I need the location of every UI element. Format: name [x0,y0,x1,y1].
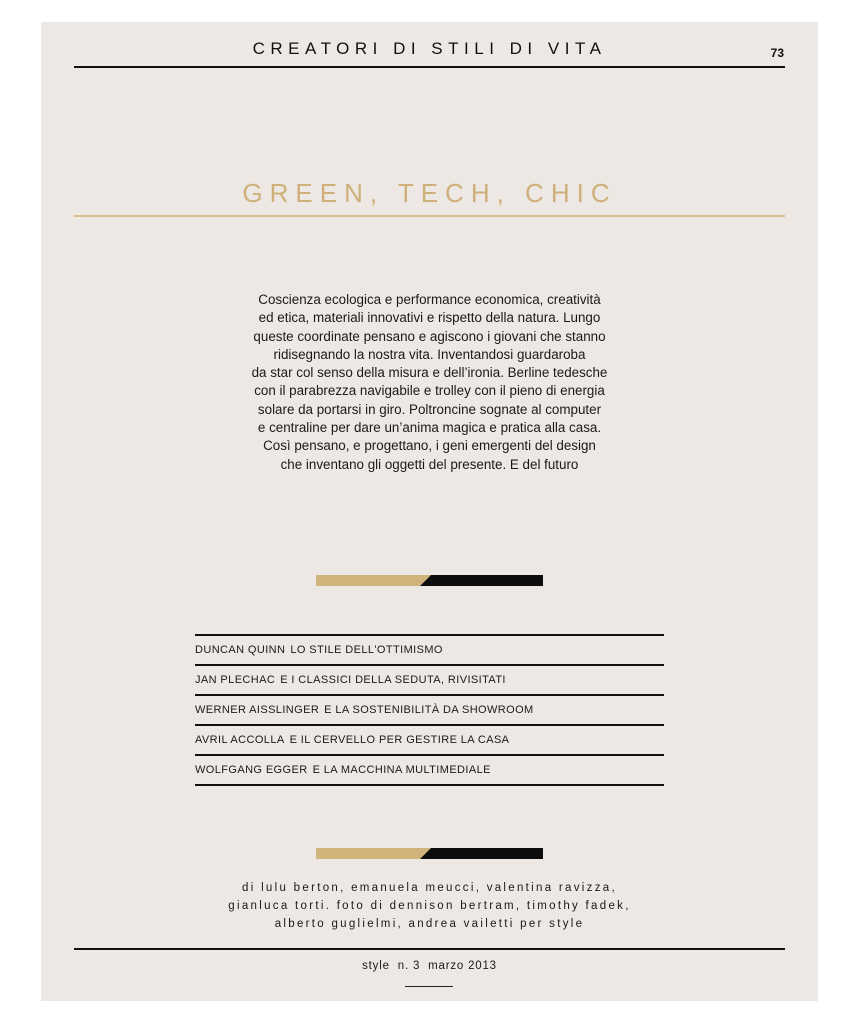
intro-line: Così pensano, e progettano, i geni emergenti del design [263,438,596,454]
credits-line: alberto guglielmi, andrea vailetti per style [274,918,585,930]
article-topic: E LA MACCHINA MULTIMEDIALE [312,764,491,776]
decorative-split-bar [316,848,543,859]
issue-label: style n. 3 marzo 2013 [362,960,497,972]
decorative-split-bar [316,575,543,586]
footer-rule [74,948,785,950]
intro-paragraph [211,291,648,474]
credits [131,879,728,933]
article-topic: LO STILE DELL'OTTIMISMO [290,644,443,656]
designer-name: AVRIL ACCOLLA [195,734,285,746]
intro-line: ridisegnando la nostra vita. Inventandosi guardaroba [273,346,586,362]
article-topic: E I CLASSICI DELLA SEDUTA, RIVISITATI [280,674,506,686]
designer-name: DUNCAN QUINN [195,644,286,656]
section-title-rule [74,215,785,217]
intro-line: solare da portarsi in giro. Poltroncine sognate al computer [257,401,602,417]
list-item[interactable] [195,636,664,666]
list-item[interactable] [195,696,664,726]
intro-line: ed etica, materiali innovativi e rispetto della natura. Lungo [258,310,601,326]
intro-line: queste coordinate pensano e agiscono i giovani che stanno [253,328,606,344]
page-number: 73 [770,46,784,60]
list-item[interactable] [195,666,664,696]
designer-name: WOLFGANG EGGER [195,764,308,776]
magazine-page [41,22,818,1001]
list-item[interactable] [195,756,664,786]
article-topic: E LA SOSTENIBILITÀ DA SHOWROOM [324,704,534,716]
intro-line: con il parabrezza navigabile e trolley con il pieno di energia [254,383,605,399]
footer-underline [405,986,453,987]
intro-line: Coscienza ecologica e performance economica, creatività [258,292,601,307]
credits-line: gianluca torti. foto di dennison bertram, timothy fadek, [228,900,631,912]
intro-line: che inventano gli oggetti del presente. E del futuro [280,456,579,472]
designer-name: WERNER AISSLINGER [195,704,320,716]
contents-list [195,634,664,786]
list-item[interactable] [195,726,664,756]
intro-line: da star col senso della misura e dell’ironia. Berline tedesche [251,365,608,381]
article-topic: E IL CERVELLO PER GESTIRE LA CASA [289,734,510,746]
section-title: GREEN, TECH, CHIC [242,178,617,208]
credits-line: di lulu berton, emanuela meucci, valentina ravizza, [242,882,617,894]
running-title: CREATORI DI STILI DI VITA [252,39,607,58]
intro-line: e centraline per dare un’anima magica e pratica alla casa. [257,420,602,436]
designer-name: JAN PLECHAC [195,674,276,686]
header-rule [74,66,785,68]
